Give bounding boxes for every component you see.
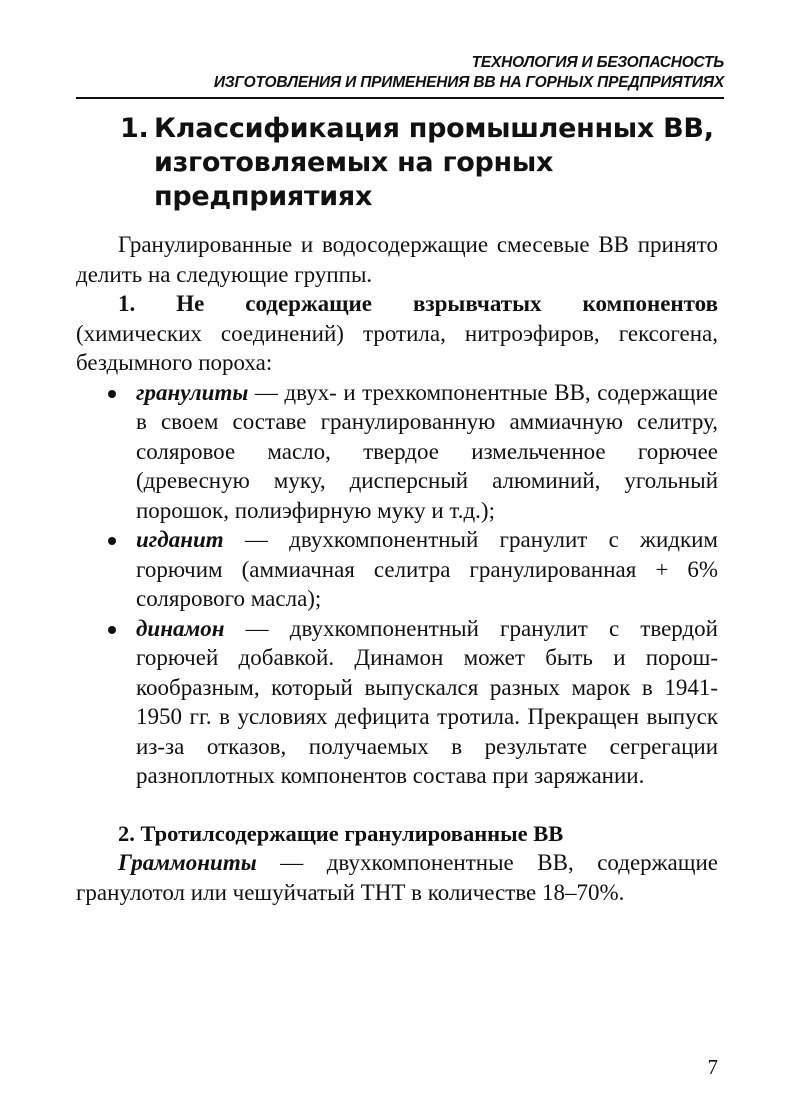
header-rule xyxy=(76,97,724,99)
group-1-list xyxy=(76,378,718,791)
group-1-number: 1. xyxy=(118,291,136,316)
list-item xyxy=(76,378,718,526)
chapter-number: 1. xyxy=(120,113,149,144)
group-1-word-4: компонентов xyxy=(582,291,718,316)
intro-paragraph: Гранулированные и водосодержащие смесевые ВВ принято делить на следующие группы. xyxy=(76,232,718,287)
chapter-title-line-2: изготовляемых на горных xyxy=(154,147,554,178)
term-igdanit: игданит xyxy=(136,527,224,552)
term-dinamon: динамон xyxy=(136,615,225,641)
group-1-heading xyxy=(76,289,718,319)
chapter-title xyxy=(120,112,730,214)
running-header-line-1: ТЕХНОЛОГИЯ И БЕЗОПАСНОСТЬ xyxy=(471,54,724,71)
bullet-icon xyxy=(108,390,116,398)
chapter-title-line-3: предприятиях xyxy=(154,181,373,212)
group-1-word-1: Не xyxy=(176,291,205,316)
term-description: — двух- и трехкомпонентные ВВ, содержащие в своем составе гранулированную аммиачную селитру, соляровое масло, твердое измельченное горючее (древесную муку, дисперсный алюминий, угольный порошок, полиэфирную муку и т.д.); xyxy=(136,379,718,523)
running-header xyxy=(76,53,724,93)
term-grammonity: Граммониты xyxy=(118,850,257,875)
chapter-title-line-1: Классификация промышленных ВВ, xyxy=(154,113,714,144)
term-description: — двухкомпонентный гранулит с твердой горючей добавкой. Динамон может быть и порошкообразным, который выпускался разных марок в 1941-1950 гг. в условиях дефицита тротила. Прекращен выпуск из-за отказов, получаемых в результате сегрегации разноплотных компонентов состава при заряжании. xyxy=(136,615,718,788)
group-1-paragraph xyxy=(76,289,718,319)
group-1-word-2: содержащие xyxy=(245,291,373,316)
bullet-icon xyxy=(108,626,116,634)
bullet-icon xyxy=(108,537,116,545)
list-item xyxy=(76,614,718,791)
section-2-heading: 2. Тротилсодержащие гранулированные ВВ xyxy=(118,820,564,846)
page-number: 7 xyxy=(707,1055,718,1079)
group-1-description: (химических соединений) тротила, нитроэфиров, гексогена, бездымного пороха: xyxy=(76,320,718,375)
term-description: — двухкомпонентный гранулит с жидким горючим (аммиачная селитра гранулированная + 6% солярового масла); xyxy=(136,527,718,611)
running-header-line-2: ИЗГОТОВЛЕНИЯ И ПРИМЕНЕНИЯ ВВ НА ГОРНЫХ ПРЕДПРИЯТИЯХ xyxy=(213,74,724,91)
term-description: — двухкомпонентные ВВ, содержащие гранулотол или чешуйчатый ТНТ в количестве 18–70%. xyxy=(76,850,718,905)
term-granulity: гранулиты xyxy=(136,379,249,405)
list-item xyxy=(76,525,718,614)
body-text xyxy=(76,230,718,907)
group-1-word-3: взрывчатых xyxy=(412,291,542,316)
section-2-paragraph xyxy=(76,848,718,907)
